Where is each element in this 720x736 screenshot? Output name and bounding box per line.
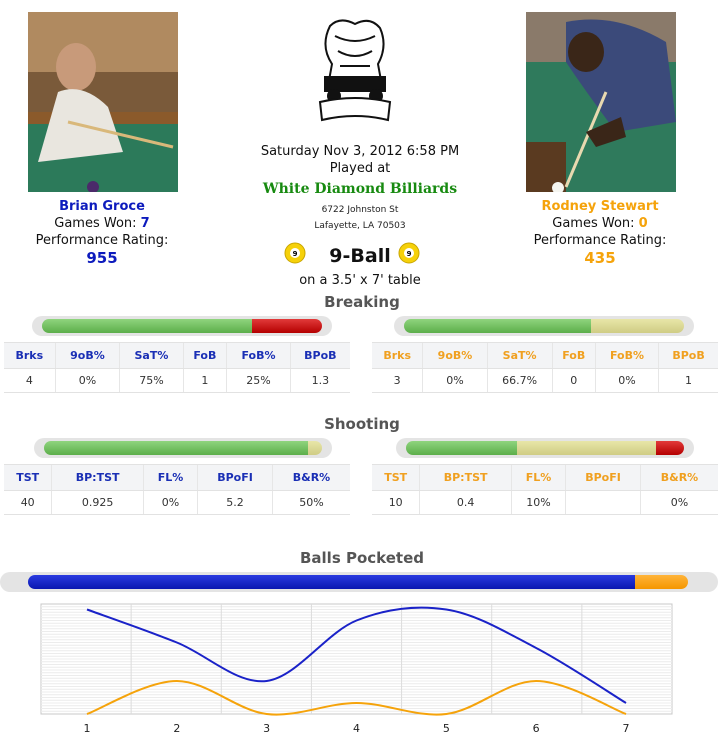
nine-ball-number: 9	[292, 250, 298, 258]
player2-games-won-value: 0	[638, 216, 648, 231]
table-cell: 25%	[227, 369, 291, 393]
bar-segment	[591, 319, 684, 333]
table-header-row	[372, 465, 718, 491]
column-header: TST	[372, 465, 420, 491]
player1-games-won-value: 7	[140, 216, 150, 231]
bar-segment	[28, 575, 635, 589]
x-tick-label: 2	[173, 722, 181, 735]
column-header: SaT%	[120, 343, 183, 369]
bar-segment	[406, 441, 517, 455]
table-cell: 1	[659, 369, 718, 393]
venue-address-line1: 6722 Johnston St	[321, 205, 399, 215]
column-header: FoB%	[227, 343, 291, 369]
table-cell: 0%	[595, 369, 658, 393]
column-header: 9oB%	[423, 343, 487, 369]
table-cell: 4	[4, 369, 55, 393]
table-cell: 10%	[511, 491, 565, 515]
bar-segment	[404, 319, 591, 333]
venue-address-line2: Lafayette, LA 70503	[314, 221, 406, 231]
x-tick-label: 1	[83, 722, 91, 735]
table-cell: 0.4	[420, 491, 511, 515]
column-header: BP:TST	[420, 465, 511, 491]
x-tick-label: 7	[622, 722, 630, 735]
shooting-table-p1	[4, 464, 350, 515]
player1-games-won	[12, 216, 192, 231]
shooting-table-p2	[372, 464, 718, 515]
table-cell: 0.925	[52, 491, 143, 515]
nine-ball-number: 9	[406, 250, 412, 258]
balls-pocketed-bar-fill	[28, 575, 688, 589]
player2-games-won-label: Games Won:	[552, 216, 639, 231]
balls-pocketed-chart	[0, 598, 720, 736]
shooting-bar-p1-fill	[44, 441, 322, 455]
table-cell: 5.2	[198, 491, 273, 515]
column-header: Brks	[4, 343, 55, 369]
bar-segment	[656, 441, 684, 455]
table-row	[4, 369, 350, 393]
x-tick-label: 6	[532, 722, 540, 735]
table-cell: 75%	[120, 369, 183, 393]
table-cell: 3	[372, 369, 423, 393]
column-header: FL%	[143, 465, 197, 491]
event-logo	[310, 16, 400, 126]
table-size: on a 3.5' x 7' table	[299, 273, 421, 288]
player2-rating: 435	[584, 249, 616, 267]
bar-segment	[517, 441, 656, 455]
table-header-row	[4, 465, 350, 491]
breaking-table-p1	[4, 342, 350, 393]
player2-rating-label: Performance Rating:	[533, 233, 667, 248]
x-tick-label: 4	[353, 722, 360, 735]
table-row	[4, 491, 350, 515]
column-header: BPoB	[659, 343, 718, 369]
venue-name[interactable]: White Diamond Billiards	[262, 181, 458, 197]
nine-ball-icon	[398, 242, 420, 264]
breaking-bar-p1-fill	[42, 319, 322, 333]
table-row	[372, 369, 718, 393]
breaking-bar-p2	[394, 316, 694, 336]
player1-rating-label: Performance Rating:	[35, 233, 169, 248]
column-header: FL%	[511, 465, 565, 491]
player2-games-won	[510, 216, 690, 231]
column-header: TST	[4, 465, 52, 491]
played-at-label: Played at	[329, 161, 391, 176]
player1-photo	[28, 12, 178, 192]
table-row	[372, 491, 718, 515]
column-header: FoB	[552, 343, 595, 369]
table-cell: 40	[4, 491, 52, 515]
column-header: B&R%	[640, 465, 718, 491]
bar-segment	[252, 319, 322, 333]
player1-rating: 955	[86, 249, 118, 267]
table-cell: 0	[552, 369, 595, 393]
breaking-table-p2	[372, 342, 718, 393]
column-header: 9oB%	[55, 343, 120, 369]
column-header: SaT%	[487, 343, 552, 369]
table-cell: 66.7%	[487, 369, 552, 393]
table-header-row	[4, 343, 350, 369]
breaking-title: Breaking	[324, 293, 400, 311]
player2-name[interactable]: Rodney Stewart	[541, 199, 659, 214]
bar-segment	[42, 319, 252, 333]
bar-segment	[635, 575, 688, 589]
table-cell: 1.3	[290, 369, 350, 393]
player2-photo	[526, 12, 676, 192]
column-header: Brks	[372, 343, 423, 369]
table-cell	[566, 491, 641, 515]
table-cell: 0%	[55, 369, 120, 393]
player1-name[interactable]: Brian Groce	[59, 199, 145, 214]
column-header: FoB%	[595, 343, 658, 369]
bar-segment	[44, 441, 308, 455]
shooting-bar-p2-fill	[406, 441, 684, 455]
breaking-bar-p2-fill	[404, 319, 684, 333]
table-cell: 10	[372, 491, 420, 515]
shooting-bar-p1	[34, 438, 332, 458]
match-datetime: Saturday Nov 3, 2012 6:58 PM	[260, 144, 460, 159]
table-header-row	[372, 343, 718, 369]
table-cell: 0%	[640, 491, 718, 515]
table-cell: 0%	[143, 491, 197, 515]
balls-pocketed-title: Balls Pocketed	[299, 549, 424, 567]
game-type: 9-Ball	[329, 245, 391, 267]
column-header: BP:TST	[52, 465, 143, 491]
player1-games-won-label: Games Won:	[54, 216, 141, 231]
column-header: FoB	[183, 343, 227, 369]
column-header: BPoB	[290, 343, 350, 369]
balls-pocketed-bar	[0, 572, 718, 592]
nine-ball-icon	[284, 242, 306, 264]
column-header: BPoFI	[566, 465, 641, 491]
column-header: BPoFI	[198, 465, 273, 491]
column-header: B&R%	[272, 465, 350, 491]
table-cell: 1	[183, 369, 227, 393]
bar-segment	[308, 441, 322, 455]
table-cell: 0%	[423, 369, 487, 393]
x-tick-label: 3	[263, 722, 271, 735]
table-cell: 50%	[272, 491, 350, 515]
breaking-bar-p1	[32, 316, 332, 336]
shooting-bar-p2	[396, 438, 694, 458]
shooting-title: Shooting	[324, 415, 400, 433]
x-tick-label: 5	[442, 722, 450, 735]
